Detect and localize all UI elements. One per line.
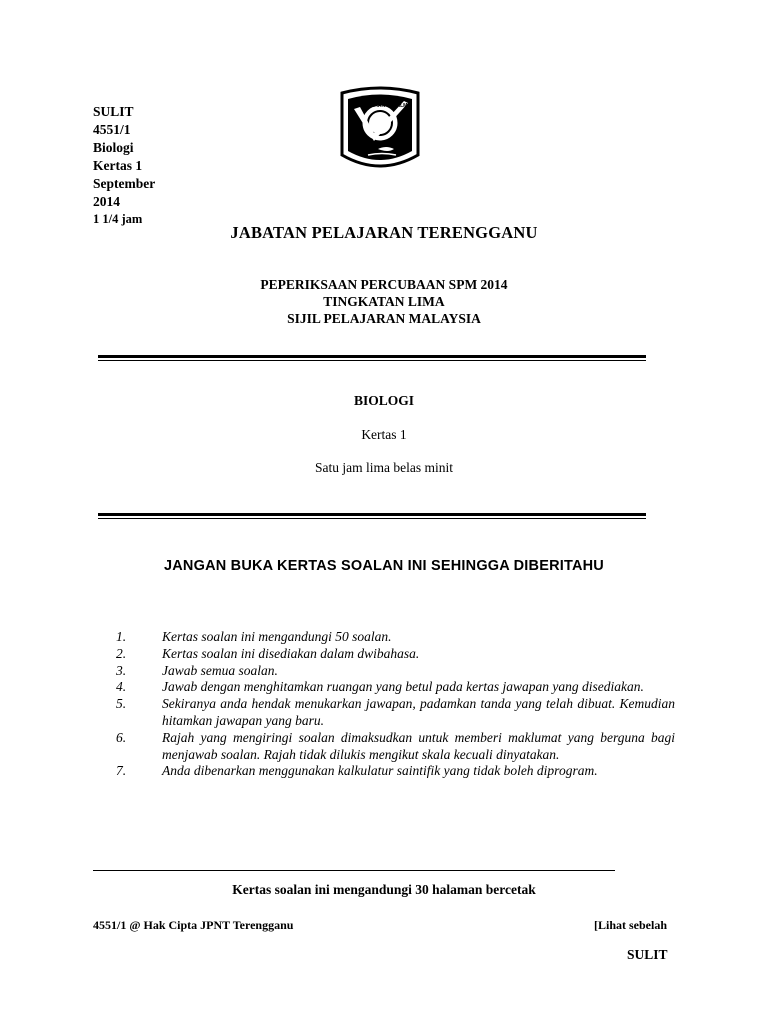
- instruction-text: Sekiranya anda hendak menukarkan jawapan, padamkan tanda yang telah dibuat. Kemudian hitamkan jawapan yang baru.: [162, 696, 675, 728]
- instruction-text: Rajah yang mengiringi soalan dimaksudkan untuk memberi maklumat yang berguna bagi menjawab soalan. Rajah tidak dilukis mengikut skala kecuali dinyatakan.: [162, 729, 675, 762]
- instruction-number: 2.: [116, 645, 127, 661]
- paper-code: 4551/1: [93, 122, 131, 137]
- document-header: [93, 103, 155, 227]
- instruction-item: [116, 763, 675, 780]
- exam-title-block: [0, 276, 768, 327]
- instruction-number: 5.: [116, 696, 127, 712]
- instruction-item: [116, 646, 675, 663]
- divider-top: [98, 355, 646, 361]
- instruction-number: 6.: [116, 729, 127, 745]
- footer-classification: SULIT: [627, 947, 668, 962]
- jpnt-crest-icon: [338, 85, 422, 173]
- subject-paper: Kertas 1: [361, 427, 407, 442]
- instruction-item: [116, 629, 675, 646]
- instruction-number: 7.: [116, 763, 127, 779]
- warning-text: JANGAN BUKA KERTAS SOALAN INI SEHINGGA DIBERITAHU: [164, 558, 604, 574]
- footer-divider: [93, 870, 615, 871]
- subject-name: Biologi: [93, 140, 134, 155]
- exam-title-line2: TINGKATAN LIMA: [323, 294, 445, 309]
- instruction-text: Anda dibenarkan menggunakan kalkulatur saintifik yang tidak boleh diprogram.: [162, 763, 598, 779]
- turn-over-note: [Lihat sebelah: [594, 918, 668, 932]
- copyright-text: 4551/1 @ Hak Cipta JPNT Terengganu: [93, 918, 294, 932]
- instruction-item: [116, 730, 675, 764]
- instruction-text: Jawab dengan menghitamkan ruangan yang betul pada kertas jawapan yang disediakan.: [162, 679, 644, 695]
- instruction-number: 4.: [116, 679, 127, 695]
- instruction-text: Kertas soalan ini mengandungi 50 soalan.: [162, 629, 392, 644]
- instruction-item: [116, 679, 675, 696]
- classification-label: SULIT: [93, 104, 134, 119]
- exam-title-line1: PEPERIKSAAN PERCUBAAN SPM 2014: [260, 277, 508, 292]
- instruction-text: Jawab semua soalan.: [162, 662, 278, 678]
- paper-number: Kertas 1: [93, 158, 143, 173]
- exam-month: September: [93, 176, 156, 191]
- instruction-number: 3.: [116, 662, 127, 678]
- subject-time: Satu jam lima belas minit: [315, 460, 453, 475]
- instruction-text: Kertas soalan ini disediakan dalam dwibahasa.: [162, 645, 420, 661]
- instruction-list: [116, 629, 675, 780]
- instruction-item: [116, 696, 675, 730]
- page-count-note: Kertas soalan ini mengandungi 30 halaman bercetak: [232, 882, 536, 897]
- instruction-number: 1.: [116, 629, 127, 644]
- department-title: JABATAN PELAJARAN TERENGGANU: [230, 223, 538, 242]
- subject-title: BIOLOGI: [353, 393, 415, 408]
- exam-duration: 1 1/4 jam: [93, 212, 143, 226]
- instruction-item: [116, 663, 675, 680]
- crest-text: PENGGUNAAN DAN ILMU: [349, 103, 411, 109]
- divider-bottom: [98, 513, 646, 519]
- exam-year: 2014: [93, 194, 120, 209]
- exam-title-line3: SIJIL PELAJARAN MALAYSIA: [287, 311, 481, 326]
